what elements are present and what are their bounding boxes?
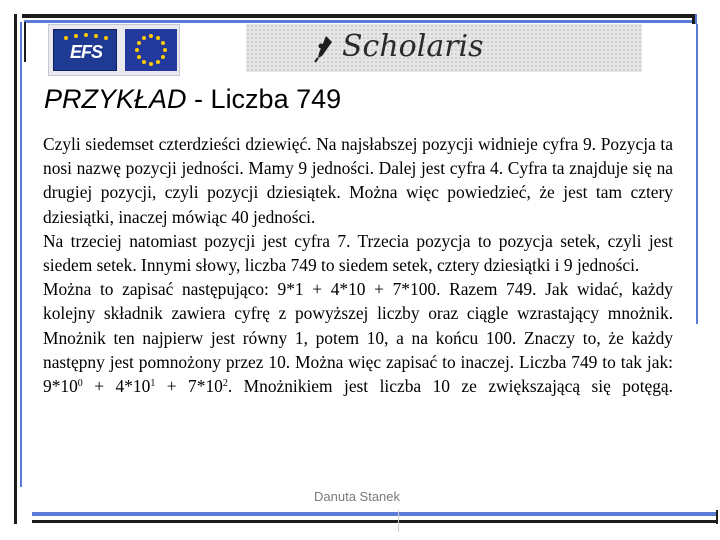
eu-flag-icon xyxy=(125,29,177,71)
efs-logo-text: EFS xyxy=(69,42,102,62)
efs-badge xyxy=(53,29,117,71)
paragraph-3-text-4: . Mnożnikiem jest liczba 10 ze zwiększającą się potęgą. xyxy=(227,376,674,397)
frame-bottom-right-tick xyxy=(716,510,718,524)
frame-right-blue-line xyxy=(696,24,698,324)
frame-bottom-line xyxy=(32,520,718,523)
scholaris-logo-text: Scholaris xyxy=(342,29,484,64)
frame-bottom-left-line xyxy=(14,490,17,524)
frame-top-line xyxy=(22,14,695,18)
title-subject: Liczba 749 xyxy=(210,84,342,114)
paragraph-3-text-1: Można to zapisać następująco: 9*1 + 4*10 + 7*100. Razem 749. Jak widać, każdy kolejny składnik zawiera cyfrę z powyższej liczby oraz ciągle wzrastający mnożnik. Mnożnik ten najpierw jest równy 1, potem 10, a na końcu 100. Znaczy to, że każdy następny jest pomnożony przez 10. Można więc zapisać to inaczej. Liczba 749 to tak jak: 9*10 xyxy=(43,279,673,397)
frame-left-blue-line xyxy=(20,22,22,487)
frame-right-tick xyxy=(695,14,697,24)
frame-left-inner-line xyxy=(24,22,26,62)
exponent-1: 1 xyxy=(150,378,156,390)
title-separator: - xyxy=(186,84,211,114)
frame-bottom-mid-tick xyxy=(398,510,399,532)
scholaris-banner xyxy=(246,24,642,72)
frame-bottom-blue-line xyxy=(32,512,716,516)
paragraph-2: Na trzeciej natomiast pozycji jest cyfra 7. Trzecia pozycja to pozycja setek, czyli jest siedem setek. Innymi słowy, liczba 749 to siedem setek, cztery dziesiątki i 9 jedności. xyxy=(43,230,673,276)
body-text xyxy=(43,132,673,398)
paragraph-3-text-2: + 4*10 xyxy=(82,376,151,397)
exponent-0: 0 xyxy=(77,378,83,390)
exponent-2: 2 xyxy=(222,378,228,390)
paragraph-3 xyxy=(43,277,673,398)
title-prefix: PRZYKŁAD xyxy=(44,84,187,114)
efs-dots-icon xyxy=(60,32,112,42)
frame-left-line xyxy=(14,14,17,504)
pen-nib-icon xyxy=(312,34,336,64)
paragraph-3-text-3: + 7*10 xyxy=(155,376,223,397)
slide-title xyxy=(44,84,341,115)
footer-author: Danuta Stanek xyxy=(314,489,401,504)
frame-top-blue-line xyxy=(24,20,696,23)
efs-logo xyxy=(48,24,180,76)
paragraph-1: Czyli siedemset czterdzieści dziewięć. Na najsłabszej pozycji widnieje cyfra 9. Pozycja ta nosi nazwę pozycji jedności. Mamy 9 jedności. Dalej jest cyfra 4. Cyfra ta znajduje się na drugiej pozycji, czyli pozycji dziesiątek. Można więc powiedzieć, że jest tam cztery dziesiątki, inaczej mówiąc 40 jedności. xyxy=(43,134,673,227)
